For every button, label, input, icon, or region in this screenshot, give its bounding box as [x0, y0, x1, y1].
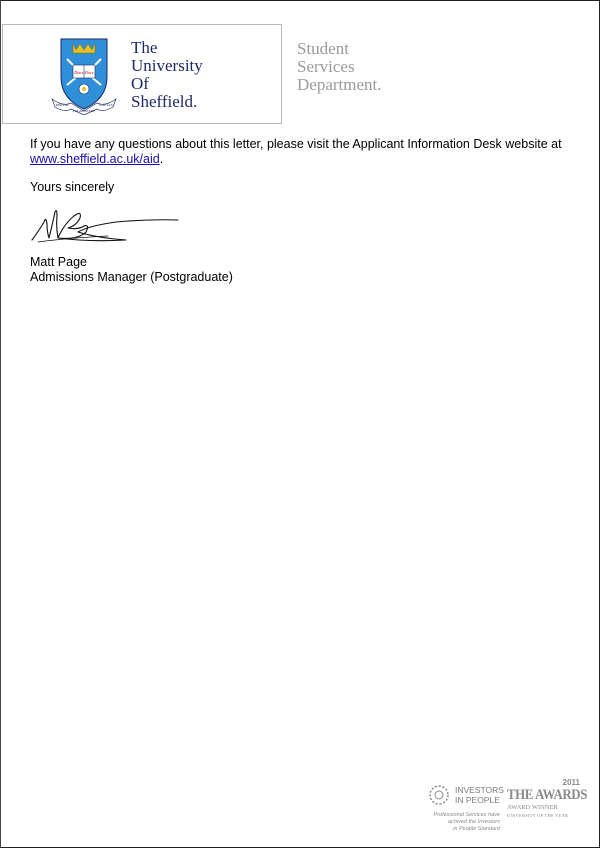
university-name-line: Of [131, 74, 149, 93]
iip-subtitle [428, 812, 500, 833]
the-awards-category: UNIVERSITY OF THE YEAR [507, 813, 569, 818]
signer-block [30, 255, 233, 285]
iip-subtitle-line: in People Standard [453, 826, 500, 832]
department-name-line: Services [297, 57, 355, 76]
signer-title: Admissions Manager (Postgraduate) [30, 270, 233, 284]
university-logo-box [2, 24, 282, 124]
letter-body-text: If you have any questions about this letter, please visit the Applicant Information Desk website at [30, 137, 562, 151]
signer-name: Matt Page [30, 255, 87, 269]
crest-motto-left: RERUM [55, 103, 69, 107]
department-name-line: Department. [297, 75, 382, 94]
iip-title-line: IN PEOPLE [455, 795, 500, 805]
iip-subtitle-line: achived the Investors [448, 819, 500, 825]
the-awards-logo [505, 778, 587, 828]
iip-title [455, 785, 504, 805]
university-name [131, 39, 203, 111]
investors-in-people-logo [428, 784, 502, 840]
crest-book-text: Disce Doce [74, 70, 94, 75]
university-name-line: University [131, 56, 203, 75]
department-name-line: Student [297, 39, 349, 58]
university-name-line: Sheffield. [131, 92, 198, 111]
department-name [297, 40, 382, 94]
university-crest-icon [51, 37, 117, 115]
crest-motto-middle: COGNOSCERE [72, 109, 96, 113]
the-awards-winner: AWARD WINNER [507, 804, 558, 811]
letter-body-end: . [159, 152, 164, 166]
investors-in-people-icon [428, 784, 450, 806]
letter-body [30, 137, 575, 167]
the-awards-year: 2011 [562, 778, 580, 787]
iip-subtitle-line: Professional Services have [433, 812, 500, 818]
signature-image [28, 202, 183, 247]
the-awards-title: THE AWARDS [507, 787, 587, 803]
iip-title-line: INVESTORS [455, 785, 504, 795]
letter-closing: Yours sincerely [30, 180, 115, 194]
aid-website-link[interactable]: www.sheffield.ac.uk/aid [30, 152, 160, 166]
university-name-line: The [131, 38, 158, 57]
crest-motto-right: CAUSAS [99, 103, 113, 107]
